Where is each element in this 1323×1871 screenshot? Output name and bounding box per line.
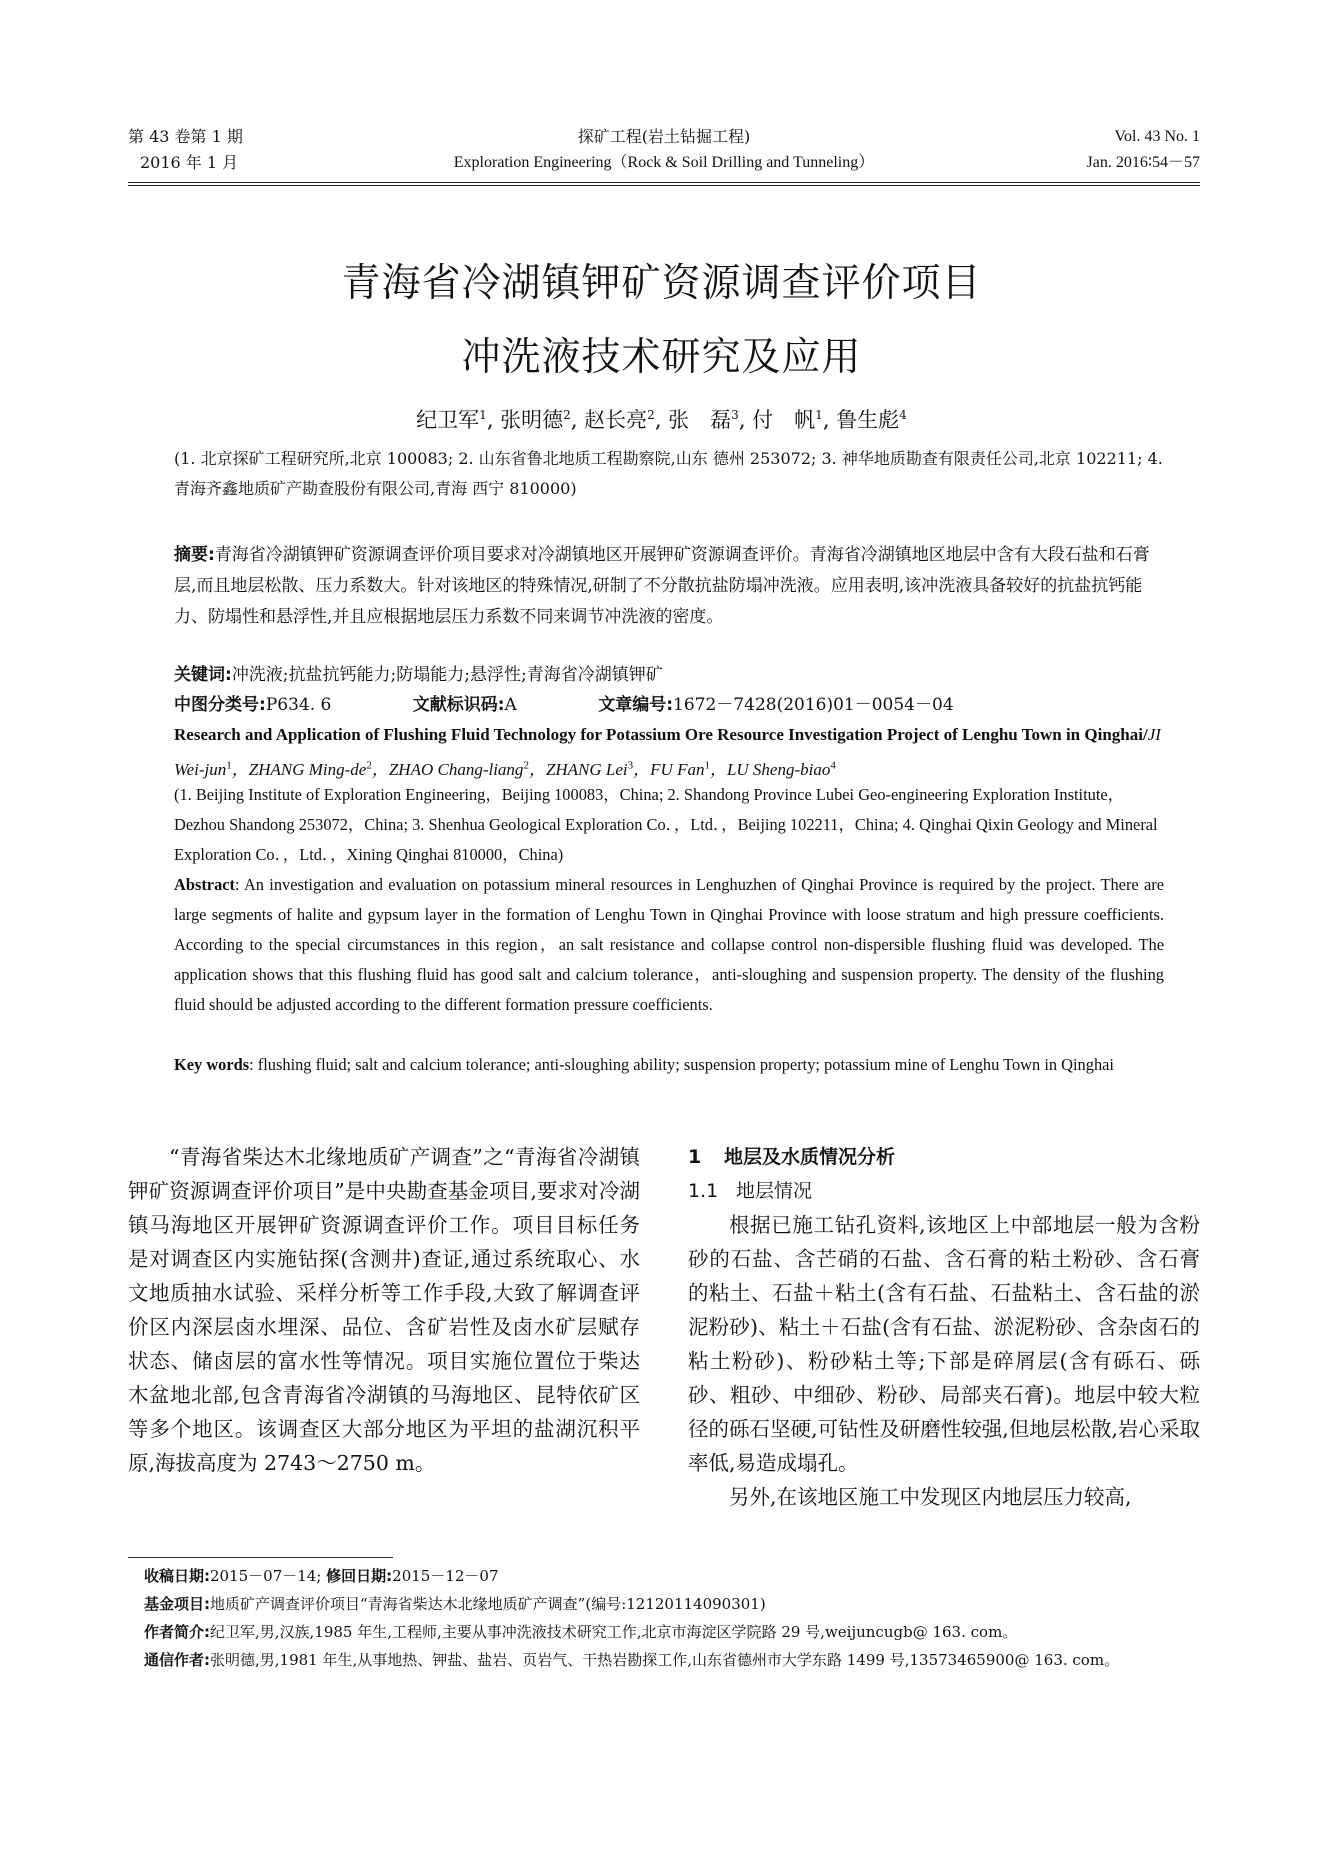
english-affiliations: (1. Beijing Institute of Exploration Engineering，Beijing 100083，China; 2. Shandong Province Lubei Geo-engineering Exploration Institute，Dezhou Shandong 253072，China; 3. Shenhua Geological Exploration Co．，Ltd．，Beijing 102211，China; 4. Qinghai Qixin Geology and Mineral Exploration Co．，Ltd．，Xining Qinghai 810000，China) [174, 785, 1158, 864]
english-abstract: Abstract: An investigation and evaluation on potassium mineral resources in Lenghuzhen of Qinghai Province is required by the project. There are large segments of halite and gypsum layer in the formation of Lenghu Town in Qinghai Province with loose stratum and high pressure coefficients. According to the special circumstances in this region，an salt resistance and collapse control non-dispersible flushing fluid was developed. The application shows that this flushing fluid has good salt and calcium tolerance，anti-sloughing and suspension property. The density of the flushing fluid should be adjusted according to the different formation pressure coefficients. [174, 875, 1164, 1014]
english-keywords-text: flushing fluid; salt and calcium tolerance; anti-sloughing ability; suspension property; potassium mine of Lenghu Town in Qinghai [257, 1055, 1114, 1074]
author-name: 张 磊 [668, 408, 732, 432]
english-abstract-label: Abstract [174, 875, 235, 894]
footnote-rule [128, 1557, 393, 1558]
footnote-correspondence [144, 1646, 1200, 1674]
doc-code-label: 文献标识码: [412, 695, 505, 715]
abstract-cn-label: 摘要: [174, 545, 215, 565]
subsection-number: 1.1 [688, 1180, 719, 1202]
running-header [128, 124, 1200, 180]
section-number: 1 [688, 1146, 702, 1168]
section-title: 地层及水质情况分析 [724, 1146, 896, 1168]
corresponding-label: 通信作者: [144, 1651, 210, 1669]
en-author-sup: 3 [627, 759, 634, 771]
subsection-title: 地层情况 [736, 1180, 813, 1202]
body-right-column [688, 1140, 1200, 1514]
affiliations-cn: (1. 北京探矿工程研究所,北京 100083; 2. 山东省鲁北地质工程勘察院,山东 德州 253072; 3. 神华地质勘查有限责任公司,北京 102211; 4. 青海齐鑫地质矿产勘查股份有限公司,青海 西宁 810000) [174, 449, 1163, 498]
author-sup: 1 [479, 408, 487, 422]
header-date-cn: 2016 年 1 月 [140, 153, 239, 172]
author-sup: 1 [815, 408, 823, 422]
en-author: FU Fan [650, 759, 705, 779]
author-sup: 2 [647, 408, 655, 422]
author-name: 鲁生彪 [836, 408, 900, 432]
author-bio-value: 纪卫军,男,汉族,1985 年生,工程师,主要从事冲洗液技术研究工作,北京市海淀区学院路 29 号,weijuncugb@ 163. com。 [210, 1623, 1018, 1641]
author-sup: 4 [899, 408, 907, 422]
en-author: ZHAO Chang-liang [388, 759, 524, 779]
english-title-text: Research and Application of Flushing Fluid Technology for Potassium Ore Resource Investigation Project of Lenghu Town in Qinghai/ [174, 725, 1148, 744]
author-name: 付 帆 [752, 408, 816, 432]
en-author-sup: 2 [366, 759, 372, 771]
en-author: ZHANG Ming-de [248, 759, 367, 779]
header-center [128, 124, 1200, 176]
fund-value: 地质矿产调查评价项目“青海省柴达木北缘地质矿产调查”(编号:12120114090301) [210, 1595, 766, 1613]
clc-label: 中图分类号: [174, 695, 266, 715]
fund-label: 基金项目: [144, 1595, 210, 1613]
body-left-column [128, 1140, 640, 1480]
paper-title-line1: 青海省冷湖镇钾矿资源调查评价项目 [341, 261, 982, 306]
footnotes [144, 1562, 1200, 1674]
section-heading-1-1 [688, 1174, 1200, 1208]
en-author-sup: 1 [226, 759, 232, 771]
keywords-cn-text: 冲洗液;抗盐抗钙能力;防塌能力;悬浮性;青海省冷湖镇钾矿 [231, 665, 663, 685]
header-journal-cn: 探矿工程(岩土钻掘工程) [577, 127, 751, 146]
english-abstract-text: An investigation and evaluation on potassium mineral resources in Lenghuzhen of Qinghai Province is required by the project. There are large segments of halite and gypsum layer in the formation of Lenghu Town in Qinghai Province with loose stratum and high pressure coefficients. According to the special circumstances in this region，an salt resistance and collapse control non-dispersible flushing fluid was developed. The application shows that this flushing fluid has good salt and calcium tolerance，anti-sloughing and suspension property. The density of the flushing fluid should be adjusted according to the different formation pressure coefficients. [174, 875, 1164, 1014]
section-heading-1 [688, 1140, 1200, 1174]
pressure-paragraph: 另外,在该地区施工中发现区内地层压力较高, [729, 1485, 1132, 1509]
footnote-dates [144, 1562, 1200, 1590]
classification-line [174, 690, 1164, 720]
article-no-label: 文章编号: [598, 695, 674, 715]
strata-paragraph: 根据已施工钻孔资料,该地区上中部地层一般为含粉砂的石盐、含芒硝的石盐、含石膏的粘土粉砂、含石膏的粘土、石盐＋粘土(含有石盐、石盐粘土、含石盐的淤泥粉砂)、粘土＋石盐(含有石盐、淤泥粉砂、含杂卤石的粘土粉砂)、粉砂粘土等;下部是碎屑层(含有砾石、砾砂、粗砂、中细砂、粉砂、局部夹石膏)。地层中较大粒径的砾石坚硬,可钻性及研磨性较强,但地层松散,岩心采取率低,易造成塌孔。 [688, 1213, 1200, 1475]
english-keywords-label: Key words [174, 1055, 250, 1074]
header-rule-thin [128, 185, 1200, 186]
corresponding-value: 张明德,男,1981 年生,从事地热、钾盐、盐岩、页岩气、干热岩勘探工作,山东省德州市大学东路 1499 号,13573465900@ 163. com。 [210, 1651, 1120, 1669]
paper-title-line2: 冲洗液技术研究及应用 [461, 335, 862, 380]
author-list: 纪卫军$^1$, 张明德$^2$, 赵长亮$^2$, 张 磊$^3$, 付 帆$^1$, 鲁生彪$^4$ [416, 408, 907, 432]
doc-code-value: A [504, 695, 517, 715]
article-no-value: 1672－7428(2016)01－0054－04 [673, 695, 954, 715]
en-author-sup: 2 [523, 759, 529, 771]
intro-paragraph: “青海省柴达木北缘地质矿产调查”之“青海省冷湖镇钾矿资源调查评价项目”是中央勘查基金项目,要求对冷湖镇马海地区开展钾矿资源调查评价工作。项目目标任务是对调查区内实施钻探(含测井)查证,通过系统取心、水文地质抽水试验、采样分析等工作手段,大致了解调查评价区内深层卤水埋深、品位、含矿岩性及卤水矿层赋存状态、储卤层的富水性等情况。项目实施位置位于柴达木盆地北部,包含青海省冷湖镇的马海地区、昆特依矿区等多个地区。该调查区大部分地区为平坦的盐湖沉积平原,海拔高度为 2743～2750 m。 [128, 1145, 640, 1475]
author-name: 纪卫军 [416, 408, 480, 432]
english-title: Research and Application of Flushing Fluid Technology for Potassium Ore Resource Investigation Project of Lenghu Town in Qinghai/JI Wei-jun$^1$，ZHANG Ming-$de^2$，ZHAO Chang-liang$^2$，ZHANG Lei$^3$，FU Fan$^1$，LU Sheng-biao$^4$ [174, 725, 1161, 779]
received-label: 收稿日期: [144, 1567, 210, 1585]
en-author: ZHANG Lei [545, 759, 628, 779]
author-name: 张明德 [500, 408, 564, 432]
author-sup: 2 [563, 408, 571, 422]
revised-label: 修回日期: [326, 1567, 393, 1585]
abstract-cn [174, 540, 1164, 633]
footnote-author [144, 1618, 1200, 1646]
header-rule [128, 182, 1200, 183]
header-volume-cn: 第 43 卷第 1 期 [128, 127, 243, 146]
keywords-cn-label: 关键词: [174, 665, 232, 685]
header-pages-en: Jan. 2016∶54－57 [1086, 154, 1200, 171]
header-journal-en: Exploration Engineering（Rock & Soil Drilling and Tunneling） [453, 154, 875, 171]
author-bio-label: 作者简介: [144, 1623, 210, 1641]
en-author-sup: 4 [830, 759, 836, 771]
english-keywords: Key words: flushing fluid; salt and calcium tolerance; anti-sloughing ability; suspension property; potassium mine of Lenghu Town in Qinghai [174, 1055, 1114, 1074]
received-value: 2015－07－14; [210, 1567, 327, 1585]
en-author-sup: 1 [704, 759, 710, 771]
revised-value: 2015－12－07 [392, 1567, 499, 1585]
en-author: LU Sheng-biao [726, 759, 831, 779]
header-volume-en: Vol. 43 No. 1 [1114, 128, 1200, 145]
clc-value: P634. 6 [265, 695, 332, 715]
en-author: JI Wei-jun [174, 725, 1161, 779]
abstract-cn-text: 青海省冷湖镇钾矿资源调查评价项目要求对冷湖镇地区开展钾矿资源调查评价。青海省冷湖镇地区地层中含有大段石盐和石膏层,而且地层松散、压力系数大。针对该地区的特殊情况,研制了不分散抗盐防塌冲洗液。应用表明,该冲洗液具备较好的抗盐抗钙能力、防塌性和悬浮性,并且应根据地层压力系数不同来调节冲洗液的密度。 [174, 545, 1150, 627]
footnote-fund [144, 1590, 1200, 1618]
author-name: 赵长亮 [584, 408, 648, 432]
header-right [1087, 124, 1201, 176]
keywords-cn [174, 660, 1164, 691]
author-sup: 3 [731, 408, 739, 422]
